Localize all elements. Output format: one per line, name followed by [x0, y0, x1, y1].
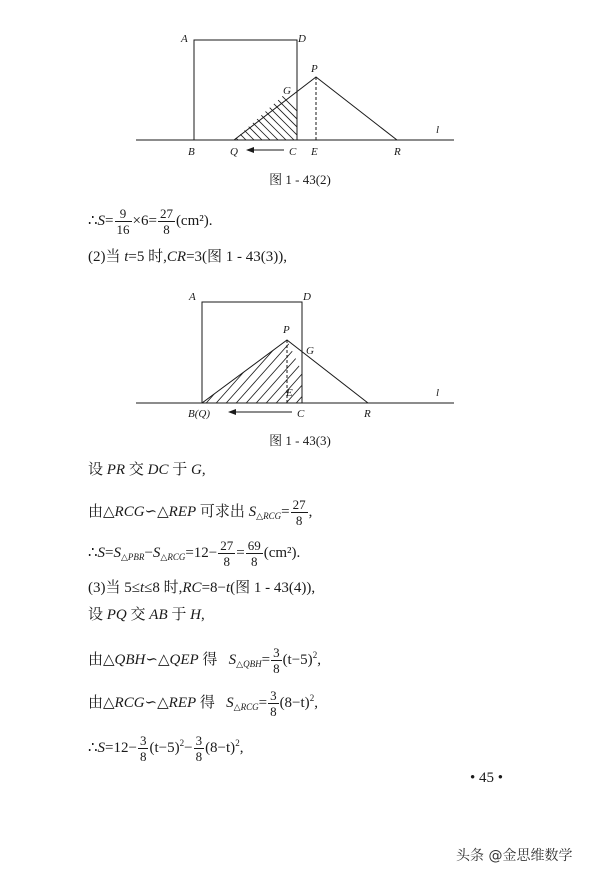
label-l-2: l — [436, 387, 440, 399]
label-a-2: A — [189, 291, 196, 303]
label-e-2: E — [286, 387, 293, 399]
line-s-case-2: $\therefore S=S_{\triangle PBR}-S_{\triangle RCG}=12-$ $\frac{27}{8}$ = $\frac{69}{8}$ (cm²). — [88, 538, 301, 569]
line-pq-ab: 设 PQ 交 AB 于 H, — [88, 607, 205, 623]
label-c: C — [289, 146, 297, 158]
label-q: Q — [230, 146, 238, 158]
line-similar-qbh: 由△QBH∽△QEP 得 $S_{\triangle QBH}=$ $\frac{3}{8}$ $(t-5)^2$, — [88, 645, 321, 677]
label-g-2: G — [306, 345, 314, 357]
watermark: 头条 @金思维数学 — [456, 848, 573, 864]
caption-1-43-3: 图 1 - 43(3) — [269, 433, 331, 448]
label-p: P — [311, 63, 318, 75]
label-a: A — [181, 33, 188, 45]
line-similar-rcg-2: 由△RCG∽△REP 得 $S_{\triangle RCG}=$ $\frac{3}{8}$ $(8-t)^2$, — [88, 688, 318, 720]
label-e: E — [311, 146, 318, 158]
line-s-case-3: ∴S=12− $\frac{3}{8}$ $(t-5)^2-$ $\frac{3}{8}$ $(8-t)^2$, — [88, 733, 244, 765]
label-bq: B(Q) — [188, 408, 210, 420]
label-c-2: C — [297, 408, 305, 420]
line-similar-rcg: 由△RCG∽△REP 可求出 $S_{\triangle RCG}=$ $\frac{27}{8}$ , — [88, 497, 313, 528]
line-case-3: (3)当 5≤t≤8 时,RC=8−t(图 1 - 43(4)), — [88, 580, 316, 596]
label-d: D — [298, 33, 306, 45]
label-b: B — [188, 146, 195, 158]
label-d-2: D — [303, 291, 311, 303]
label-p-2: P — [283, 324, 290, 336]
label-r-2: R — [364, 408, 371, 420]
page-number: • 45 • — [470, 770, 504, 786]
label-g: G — [283, 85, 291, 97]
arrow-head-2 — [228, 409, 236, 415]
line-pr-dc: 设 PR 交 DC 于 G, — [88, 462, 206, 478]
line-case-2: (2)当 t=5 时,CR=3(图 1 - 43(3)), — [88, 249, 287, 265]
figure-1-43-3 — [0, 0, 600, 430]
line-s-value: ∴S= $\frac{9}{16}$ ×6= $\frac{27}{8}$ (cm²). — [88, 206, 213, 237]
label-l: l — [436, 124, 440, 136]
label-r: R — [394, 146, 401, 158]
caption-1-43-2: 图 1 - 43(2) — [269, 172, 331, 187]
